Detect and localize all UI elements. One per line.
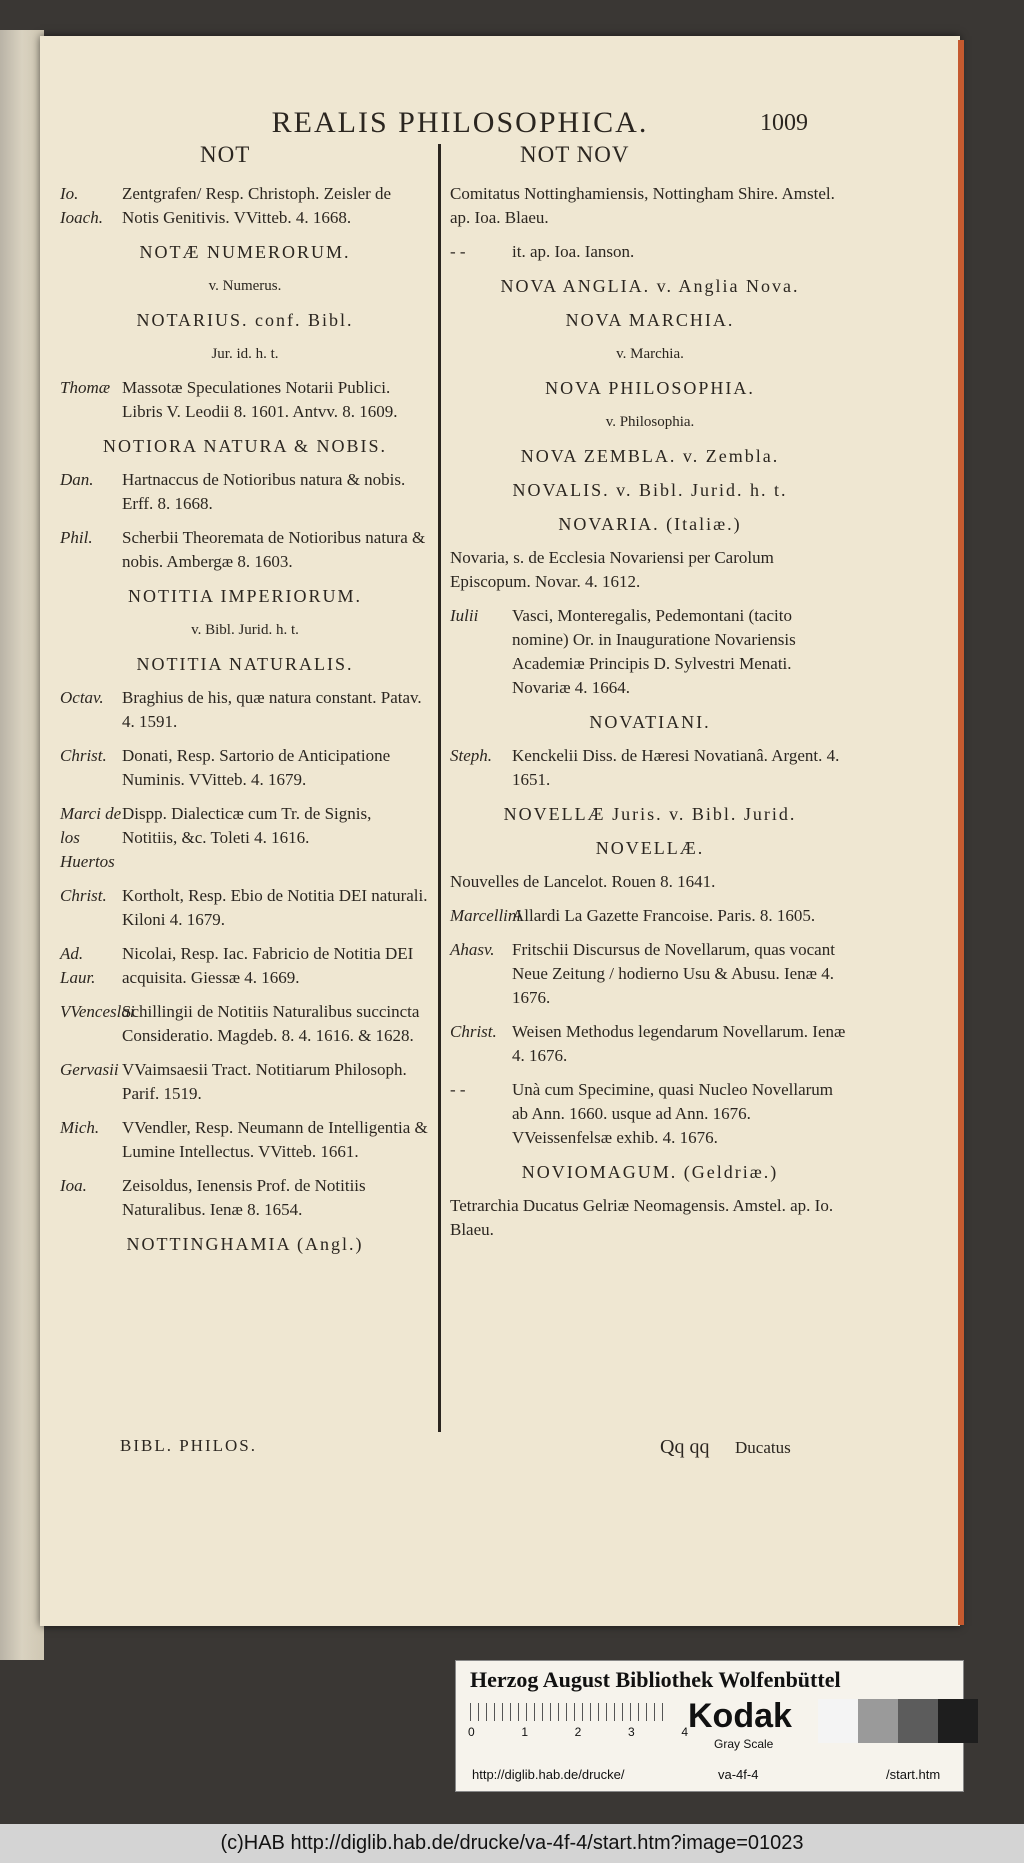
catalog-entry [450,1078,850,1150]
entry-author-tag: Christ. [60,886,107,905]
entry-heading: NOVA ZEMBLA. v. Zembla. [520,446,780,466]
entry-author-tag: Iulii [450,606,479,625]
entry-author-tag: Ahasv. [450,940,495,959]
cross-reference: v. Marchia. [616,346,684,362]
cross-reference: v. Bibl. Jurid. h. t. [191,622,299,638]
entry-text: VVaimsaesii Tract. Notitiarum Philosoph. Parif. 1519. [122,1060,407,1103]
entry-author-tag: Ioa. [60,1176,87,1195]
entry-text: Weisen Methodus legendarum Novellarum. Ienæ 4. 1676. [512,1022,846,1065]
entry-heading: NOVIOMAGUM. (Geldriæ.) [521,1162,779,1182]
entry-text: Scherbii Theoremata de Notioribus natura & nobis. Ambergæ 8. 1603. [122,528,426,571]
entry-author-tag: Gervasii [60,1060,119,1079]
entry-heading: NOVATIANI. [589,712,711,732]
entry-text: Nicolai, Resp. Iac. Fabricio de Notitia DEI acquisita. Giessæ 4. 1669. [122,944,414,987]
catalog-entry [60,802,430,874]
ruler-number: 0 [468,1725,475,1739]
entry-author-tag: Steph. [450,746,493,765]
gray-swatches [818,1699,978,1743]
cross-reference: v. Numerus. [208,278,282,294]
entry-author-tag: Christ. [450,1022,497,1041]
running-title: REALIS PHILOSOPHICA. [271,106,649,139]
card-url-middle: va-4f-4 [718,1767,759,1782]
entry-author-tag: Phil. [60,528,93,547]
quire-mark: Qq qq [660,1436,710,1458]
catalog-entry [450,744,850,792]
entry-text: Fritschii Discursus de Novellarum, quas vocant Neue Zeitung / hodierno Usu & Abusu. Ienæ 4. 1676. [512,940,835,1007]
entry-text: Kortholt, Resp. Ebio de Notitia DEI naturali. Kiloni 4. 1679. [122,886,428,929]
page-red-edge [958,40,964,1625]
catalog-entry [450,546,850,594]
entry-heading: NOTARIUS. conf. Bibl. [136,310,354,330]
gray-swatch [818,1699,858,1743]
gray-swatch [858,1699,898,1743]
cross-reference: v. Philosophia. [605,414,695,430]
entry-text: Schillingii de Notitiis Naturalibus succincta Consideratio. Magdeb. 8. 4. 1616. & 1628. [122,1002,420,1045]
entry-text: VVendler, Resp. Neumann de Intelligentia & Lumine Intellectus. VVitteb. 1661. [122,1118,428,1161]
entry-author-tag: Ad. Laur. [60,944,96,987]
catalog-entry [450,870,850,894]
entry-author-tag: Thomæ [60,378,111,397]
catalog-entry [450,182,850,230]
entry-text: Vasci, Monteregalis, Pedemontani (tacito nomine) Or. in Inauguratione Novariensis Academiæ Principis D. Sylvestri Menati. Novariæ 4. 1664. [512,606,796,697]
gray-swatch [898,1699,938,1743]
catalog-entry [60,686,430,734]
entry-heading: NOTIORA NATURA & NOBIS. [102,436,388,456]
entry-text: Hartnaccus de Notioribus natura & nobis. Erff. 8. 1668. [122,470,406,513]
entry-heading: NOVA ANGLIA. v. Anglia Nova. [500,276,800,296]
catalog-entry [450,604,850,700]
catalog-entry [60,1116,430,1164]
library-color-card [455,1660,964,1792]
ruler-numbers [468,1725,688,1739]
entry-author-tag: Io. Ioach. [60,184,103,227]
entry-author-tag: Marcellini [450,906,522,925]
entry-text: Unà cum Specimine, quasi Nucleo Novellarum ab Ann. 1660. usque ad Ann. 1676. VVeissenfelsæ exhib. 4. 1676. [512,1080,834,1147]
book-page [40,36,960,1626]
entry-author-tag: - - [450,1080,466,1099]
entry-heading: NOVA MARCHIA. [565,310,735,330]
cross-reference: Jur. id. h. t. [211,346,279,362]
entry-heading: NOVA PHILOSOPHIA. [545,378,755,398]
entry-heading: NOTITIA NATURALIS. [136,654,354,674]
catalog-entry [450,1020,850,1068]
column-divider [438,144,441,1432]
catalog-entry [450,938,850,1010]
ruler-number: 4 [681,1725,688,1739]
entry-author-tag: Dan. [60,470,94,489]
entry-text: Dispp. Dialecticæ cum Tr. de Signis, Notitiis, &c. Toleti 4. 1616. [122,804,372,847]
catalog-entry [60,942,430,990]
entry-author-tag: Christ. [60,746,107,765]
catalog-entry [450,904,850,928]
entry-text: Tetrarchia Ducatus Gelriæ Neomagensis. Amstel. ap. Io. Blaeu. [450,1196,834,1239]
catalog-entry [60,884,430,932]
catalog-entry [60,182,430,230]
catalog-entry [60,468,430,516]
page-number: 1009 [760,110,808,136]
entry-text: Massotæ Speculationes Notarii Publici. Libris V. Leodii 8. 1601. Antvv. 8. 1609. [122,378,398,421]
ruler-scale [470,1703,670,1721]
entry-text: Zentgrafen/ Resp. Christoph. Zeisler de Notis Genitivis. VVitteb. 4. 1668. [122,184,392,227]
ruler-number: 2 [574,1725,582,1739]
entry-author-tag: Mich. [60,1118,100,1137]
gray-swatch [938,1699,978,1743]
entry-heading: NOVARIA. (Italiæ.) [558,514,742,534]
catalog-entry [450,240,850,264]
catalog-entry [60,376,430,424]
ruler-number: 1 [521,1725,529,1739]
right-column-head: NOT NOV [520,142,630,167]
entry-heading: NOTTINGHAMIA (Angl.) [126,1234,364,1254]
entry-author-tag: Marci de los Huertos [60,804,122,871]
entry-heading: NOTÆ NUMERORUM. [139,242,351,262]
entry-text: Kenckelii Diss. de Hæresi Novatianâ. Argent. 4. 1651. [512,746,840,789]
entry-text: Comitatus Nottinghamiensis, Nottingham Shire. Amstel. ap. Ioa. Blaeu. [450,184,835,227]
kodak-logo: Kodak [688,1697,792,1735]
catalog-entry [60,1000,430,1048]
catalog-entry [60,526,430,574]
left-column-head: NOT [200,142,251,167]
entry-author-tag: - - [450,242,466,261]
entry-heading: NOVELLÆ. [595,838,705,858]
entry-heading: NOTITIA IMPERIORUM. [128,586,362,606]
left-column [60,182,430,1266]
catalog-entry [60,1174,430,1222]
right-column [450,182,850,1252]
book-left-edge [0,30,44,1660]
card-url-left: http://diglib.hab.de/drucke/ [472,1767,625,1782]
catalog-entry [450,1194,850,1242]
entry-text: Allardi La Gazette Francoise. Paris. 8. 1605. [512,906,816,925]
card-url-right: /start.htm [886,1767,941,1782]
entry-text: Novaria, s. de Ecclesia Novariensi per Carolum Episcopum. Novar. 4. 1612. [450,548,774,591]
entry-text: Nouvelles de Lancelot. Rouen 8. 1641. [450,872,716,891]
ruler-number: 3 [627,1725,635,1739]
gray-scale-label: Gray Scale [714,1737,774,1751]
entry-text: Donati, Resp. Sartorio de Anticipatione Numinis. VVitteb. 4. 1679. [122,746,391,789]
copyright-caption: (c)HAB http://diglib.hab.de/drucke/va-4f-4/start.htm?image=01023 [0,1824,1024,1863]
catchword: Ducatus [735,1438,791,1457]
entry-text: Braghius de his, quæ natura constant. Patav. 4. 1591. [122,688,422,731]
library-name: Herzog August Bibliothek Wolfenbüttel [470,1667,841,1692]
entry-author-tag: VVenceslai [60,1002,135,1021]
catalog-entry [60,744,430,792]
entry-heading: NOVALIS. v. Bibl. Jurid. h. t. [512,480,788,500]
catalog-entry [60,1058,430,1106]
entry-heading: NOVELLÆ Juris. v. Bibl. Jurid. [503,804,797,824]
entry-text: it. ap. Ioa. Ianson. [512,242,635,261]
entry-author-tag: Octav. [60,688,104,707]
signature-mark: BIBL. PHILOS. [120,1436,257,1455]
entry-text: Zeisoldus, Ienensis Prof. de Notitiis Naturalibus. Ienæ 8. 1654. [122,1176,366,1219]
